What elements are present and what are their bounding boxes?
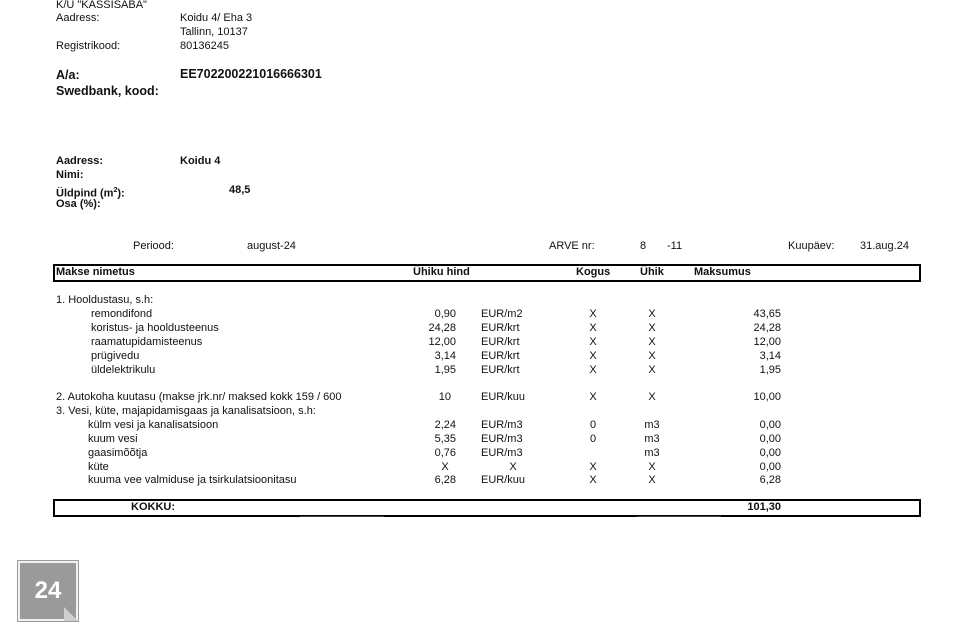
company-regcode: 80136245 [180,40,229,52]
row-quantity: X [589,336,597,348]
share-label: Osa (%): [56,198,101,210]
bank-label: Swedbank, kood: [56,84,159,98]
row-amount: 0,00 [759,433,781,445]
row-amount: 0,00 [759,461,781,473]
row-price-unit: EUR/kuu [481,391,526,403]
company-address-label: Aadress: [56,12,100,24]
row-name: koristus- ja hooldusteenus [91,322,219,334]
row-amount: 3,14 [759,350,781,362]
header-name: Makse nimetus [56,266,135,278]
underline-mark [300,516,384,517]
row-quantity: X [589,350,597,362]
row-price-unit: EUR/krt [481,336,520,348]
header-amount: Maksumus [694,266,751,278]
row-unit: m3 [644,433,660,445]
row-price: 24,28 [428,322,456,334]
row-amount: 0,00 [759,419,781,431]
row-name: raamatupidamisteenus [91,336,203,348]
row-unit: X [648,364,656,376]
row-quantity: 0 [589,433,597,445]
recipient-name-label: Nimi: [56,169,84,181]
row-price-unit: EUR/m2 [481,308,523,320]
row-price: 5,35 [434,433,456,445]
row-amount: 0,00 [759,447,781,459]
recipient-address-label: Aadress: [56,155,104,167]
total-amount: 101,30 [747,501,781,513]
row-name: kuum vesi [88,433,138,445]
row-price-unit: EUR/krt [481,322,520,334]
row-amount: 24,28 [753,322,781,334]
header-unit: Ühik [640,266,664,278]
row-unit: X [648,308,656,320]
table-header-box [53,264,921,282]
row-amount: 10,00 [753,391,781,403]
row-quantity: 0 [589,419,597,431]
header-unit-price: Ühiku hind [413,266,470,278]
section-1-title: 1. Hooldustasu, s.h: [56,294,154,306]
total-box [53,499,921,517]
row-unit: X [648,336,656,348]
period-label: Periood: [133,240,174,252]
invoice-date-label: Kuupäev: [788,240,835,252]
row-price-unit: X [509,461,517,473]
area-value: 48,5 [229,184,251,196]
row-amount: 1,95 [759,364,781,376]
row-price: 0,76 [434,447,456,459]
row-amount: 12,00 [753,336,781,348]
row-unit: X [648,322,656,334]
row-price: 3,14 [434,350,456,362]
row-price-unit: EUR/krt [481,350,520,362]
row-unit: m3 [644,419,660,431]
row-name: prügivedu [91,350,140,362]
row-name: gaasimõõtja [88,447,148,459]
row-price-unit: EUR/krt [481,364,520,376]
company-name: K/Ü "KASSISABA" [56,0,147,11]
page-number-badge: 24 [18,561,78,621]
row-unit: X [648,474,656,486]
row-name: remondifond [91,308,153,320]
row-price-unit: EUR/m3 [481,433,523,445]
row-quantity: X [589,391,597,403]
underline-mark [637,516,721,517]
invoice-number-b: -11 [667,240,683,252]
row-price-unit: EUR/m3 [481,447,523,459]
row-quantity: X [589,364,597,376]
company-address-line2: Tallinn, 10137 [180,26,248,38]
row-price-unit: EUR/m3 [481,419,523,431]
row-price: 10 [438,391,451,403]
company-address-line1: Koidu 4/ Ehа 3 [180,12,253,24]
row-name: üldelektrikulu [91,364,156,376]
company-regcode-label: Registrikood: [56,40,121,52]
recipient-address: Koidu 4 [180,155,221,167]
section-3-title: 3. Vesi, küte, majapidamisgaas ja kanalisatsioon, s.h: [56,405,316,417]
area-label-end: ): [117,187,125,200]
row-name: küte [88,461,109,473]
section-2-title: 2. Autokoha kuutasu (makse jrk.nr/ maksed kokk 159 / 600 [56,391,342,403]
row-unit: m3 [644,447,660,459]
row-price: X [441,461,449,473]
row-price-unit: EUR/kuu [481,474,526,486]
row-name: kuuma vee valmiduse ja tsirkulatsioonitasu [88,474,297,486]
header-quantity: Kogus [576,266,611,278]
row-unit: X [648,391,656,403]
row-quantity: X [589,474,597,486]
account-label: A/a: [56,68,80,82]
invoice-date: 31.aug.24 [860,240,909,252]
row-quantity: X [589,308,597,320]
invoice-number-label: ARVE nr: [549,240,595,252]
row-price: 6,28 [434,474,456,486]
period-value: august-24 [247,240,296,252]
row-price: 0,90 [434,308,456,320]
invoice-number-a: 8 [640,240,647,252]
row-unit: X [648,461,656,473]
row-quantity: X [589,461,597,473]
row-amount: 6,28 [759,474,781,486]
area-superscript: 2 [113,187,118,194]
row-unit: X [648,350,656,362]
page-corner-fold-icon [64,607,78,621]
total-label: KOKKU: [131,501,175,513]
account-number: EE702200221016666301 [180,67,322,81]
row-price: 1,95 [434,364,456,376]
area-label-text: Üldpind (m [56,187,114,200]
row-quantity: X [589,322,597,334]
row-amount: 43,65 [753,308,781,320]
row-price: 2,24 [434,419,456,431]
row-price: 12,00 [428,336,456,348]
row-name: külm vesi ja kanalisatsioon [88,419,219,431]
